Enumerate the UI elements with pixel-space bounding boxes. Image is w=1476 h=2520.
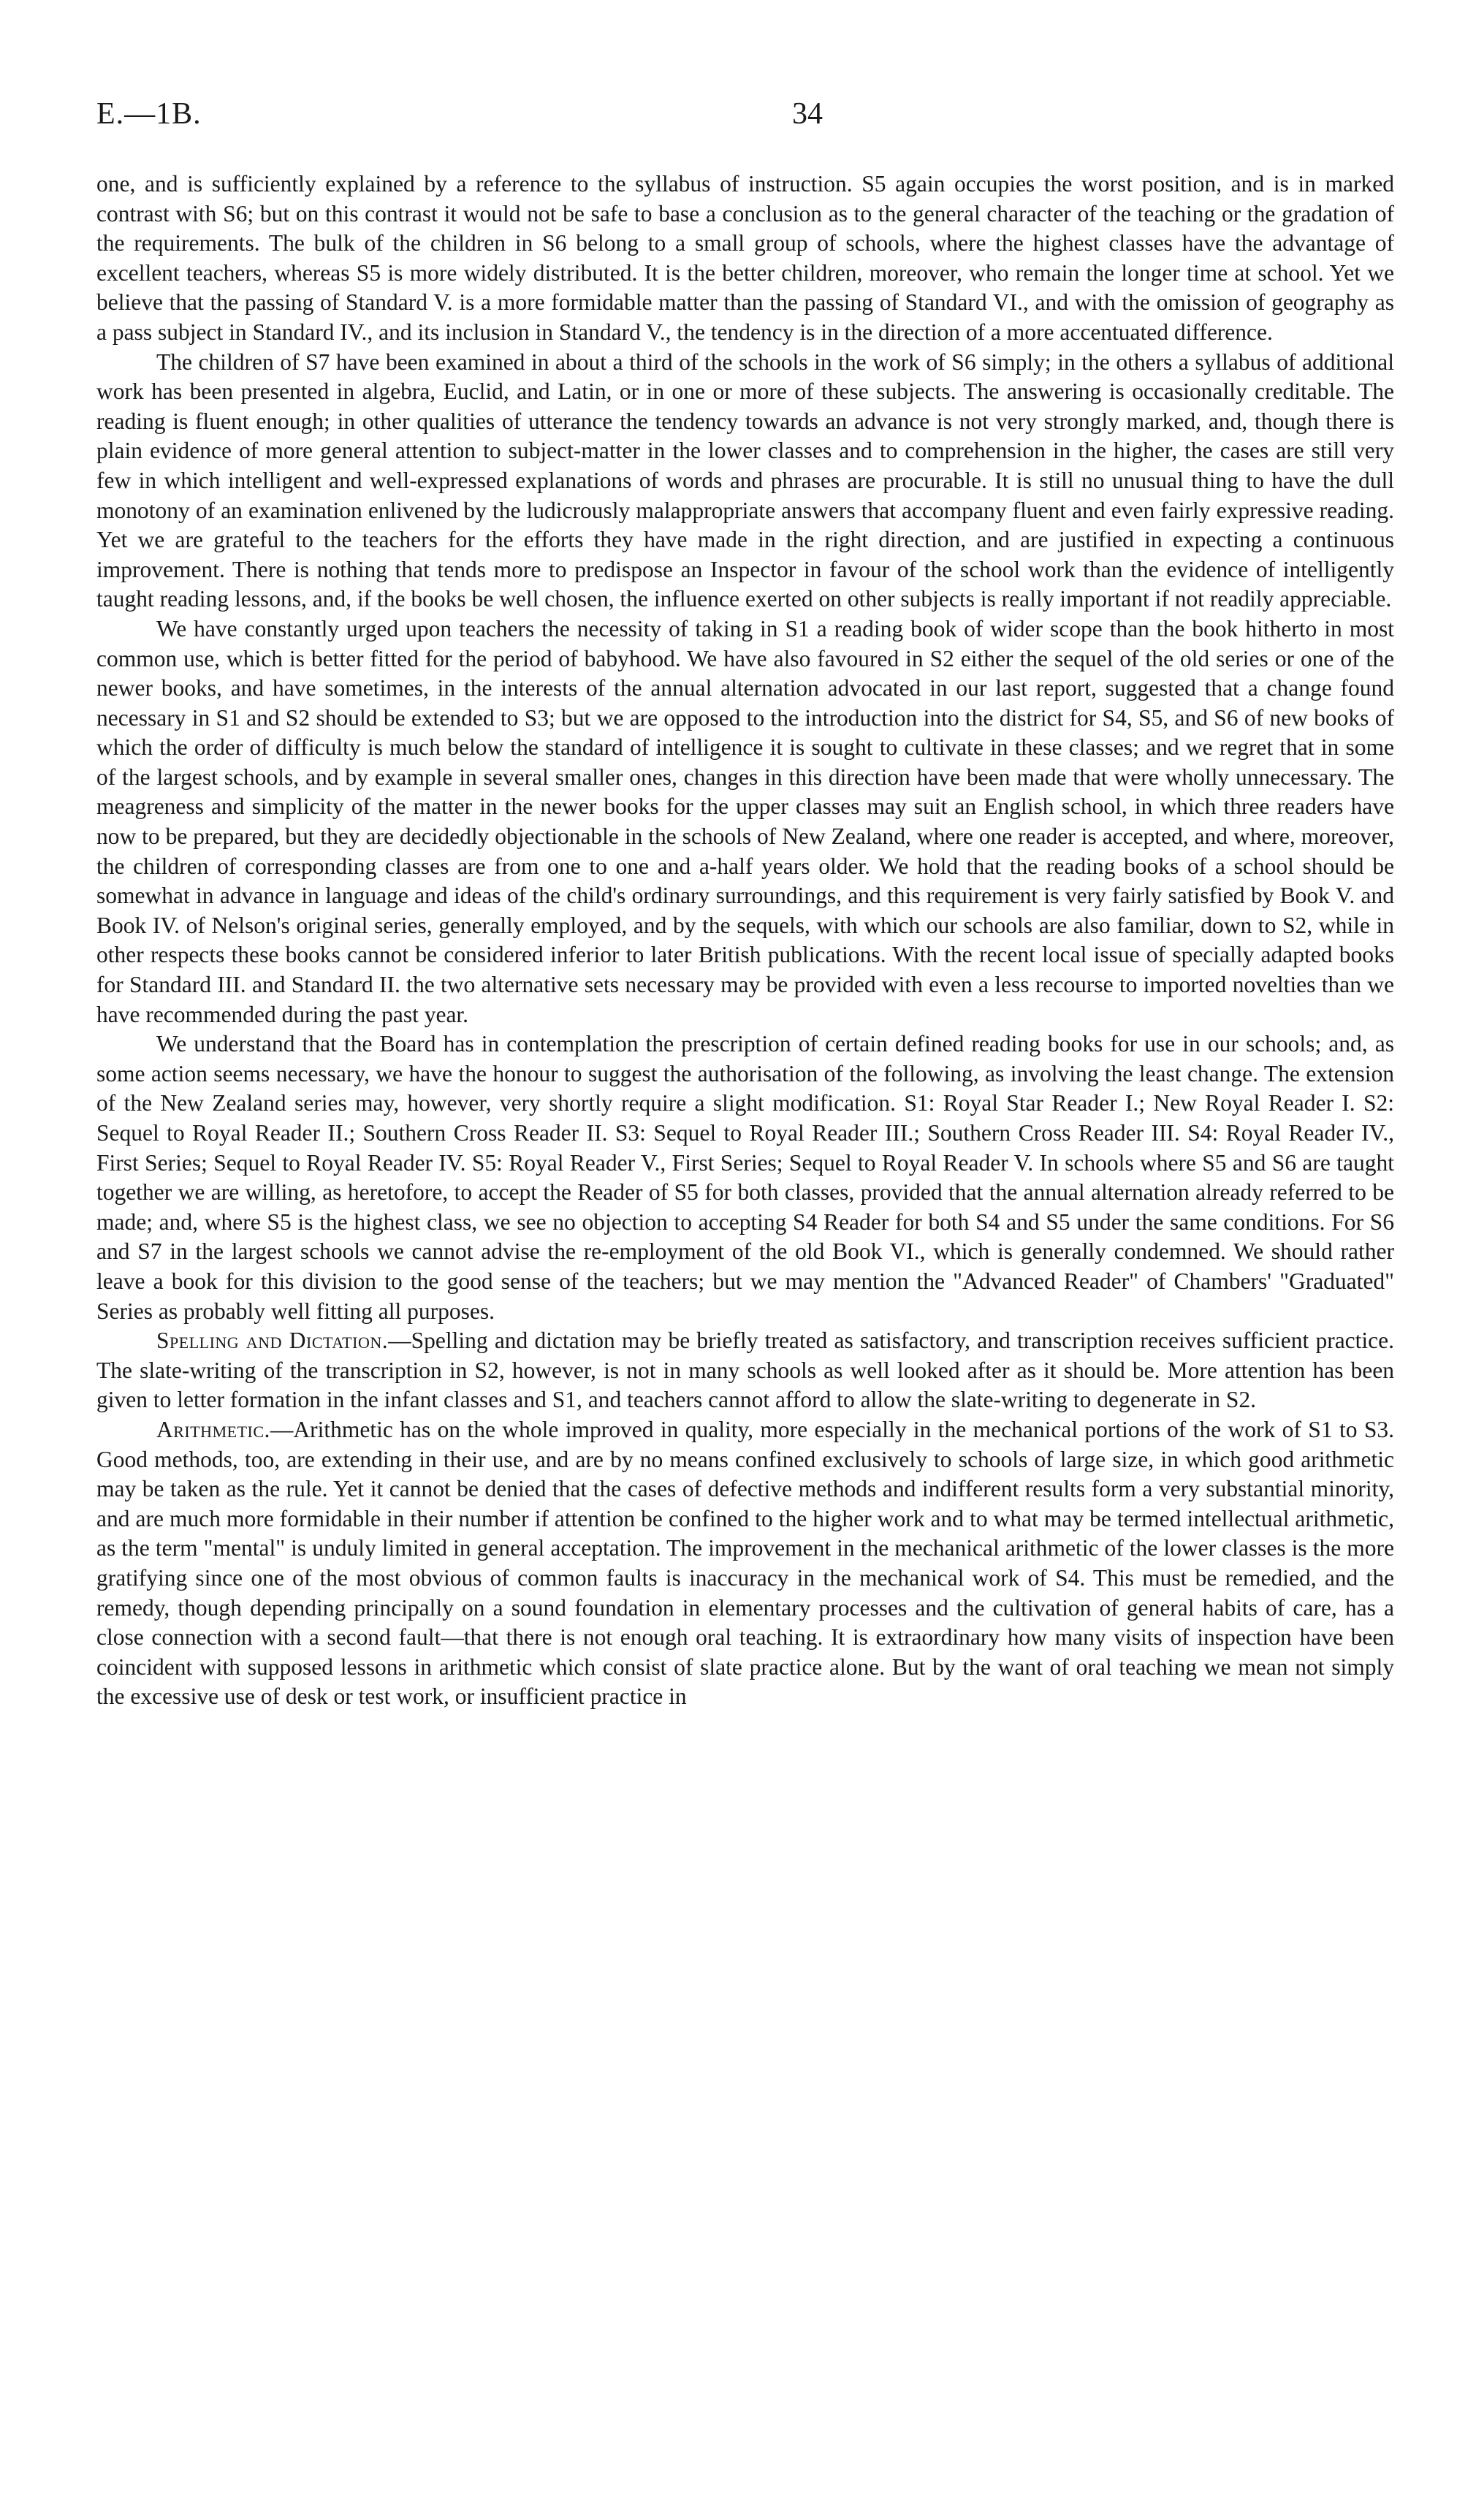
paragraph-spelling-dictation: Spelling and Dictation.—Spelling and dictation may be briefly treated as satisfactory, and transcription receives sufficient practice. The slate-writing of the transcription in S2, however, is not in many schools as well looked after as it should be. More attention has been given to letter formation in the infant classes and S1, and teachers cannot afford to allow the slate-writing to degenerate in S2. xyxy=(96,1328,1394,1413)
page-header xyxy=(96,96,1394,140)
report-body xyxy=(96,170,1394,1712)
paragraph-arithmetic: Arithmetic.—Arithmetic has on the whole improved in quality, more especially in the mechanical portions of the work of S1 to S3. Good methods, too, are extending in their use, and are by no means confined exclusively to schools of large size, in which good arithmetic may be taken as the rule. Yet it cannot be denied that the cases of defective methods and indifferent results form a very substantial minority, and are much more formidable in their number if attention be confined to the higher work and to what may be termed intellectual arithmetic, as the term "mental" is unduly limited in general acceptation. The improvement in the mechanical arithmetic of the lower classes is the more gratifying since one of the most obvious of common faults is inaccuracy in the mechanical work of S4. This must be remedied, and the remedy, though depending principally on a sound foundation in elementary processes and the cultivation of general habits of care, has a close connection with a second fault—that there is not enough oral teaching. It is extraordinary how many visits of inspection have been coincident with supposed lessons in arithmetic which consist of slate practice alone. But by the want of oral teaching we mean not simply the excessive use of desk or test work, or insufficient practice in xyxy=(96,1416,1394,1710)
page-number: 34 xyxy=(792,97,823,131)
paragraph-reading-books: We have constantly urged upon teachers the necessity of taking in S1 a reading book of wider scope than the book hitherto in most common use, which is better fitted for the period of babyhood. We have also favoured in S2 either the sequel of the old series or one of the newer books, and have sometimes, in the interests of the annual alternation advocated in our last report, suggested that a change found necessary in S1 and S2 should be extended to S3; but we are opposed to the introduction into the district for S4, S5, and S6 of new books of which the order of difficulty is much below the standard of intelligence it is sought to cultivate in these classes; and we regret that in some of the largest schools, and by example in several smaller ones, changes in this direction have been made that were wholly unnecessary. The meagreness and simplicity of the matter in the newer books for the upper classes may suit an English school, in which three readers have now to be prepared, but they are decidedly objectionable in the schools of New Zealand, where one reader is accepted, and where, moreover, the children of corresponding classes are from one to one and a-half years older. We hold that the reading books of a school should be somewhat in advance in language and ideas of the child's ordinary surroundings, and this requirement is very fairly satisfied by Book V. and Book IV. of Nelson's original series, generally employed, and by the sequels, with which our schools are also familiar, down to S2, while in other respects these books cannot be considered inferior to later British publications. With the recent local issue of specially adapted books for Standard III. and Standard II. the two alternative sets necessary may be provided with even a less recourse to imported novelties than we have recommended during the past year. xyxy=(96,615,1394,1027)
document-reference: E.—1B. xyxy=(96,97,202,131)
paragraph-prescribed-readers: We understand that the Board has in contemplation the prescription of certain defined reading books for use in our schools; and, as some action seems necessary, we have the honour to suggest the authorisation of the following, as involving the least change. The extension of the New Zealand series may, however, very shortly require a slight modification. S1: Royal Star Reader I.; New Royal Reader I. S2: Sequel to Royal Reader II.; Southern Cross Reader II. S3: Sequel to Royal Reader III.; Southern Cross Reader III. S4: Royal Reader IV., First Series; Sequel to Royal Reader IV. S5: Royal Reader V., First Series; Sequel to Royal Reader V. In schools where S5 and S6 are taught together we are willing, as heretofore, to accept the Reader of S5 for both classes, provided that the annual alternation already referred to be made; and, where S5 is the highest class, we see no objection to accepting S4 Reader for both S4 and S5 under the same conditions. For S6 and S7 in the largest schools we cannot advise the re-employment of the old Book VI., which is generally condemned. We should rather leave a book for this division to the good sense of the teachers; but we may mention the "Advanced Reader" of Chambers' "Graduated" Series as probably well fitting all purposes. xyxy=(96,1031,1394,1324)
section-heading-spelling: Spelling and Dictation. xyxy=(156,1328,389,1354)
paragraph-s5-s6-comparison: one, and is sufficiently explained by a reference to the syllabus of instruction. S5 again occupies the worst position, and is in marked contrast with S6; but on this contrast it would not be safe to base a conclusion as to the general character of the teaching or the gradation of the requirements. The bulk of the children in S6 belong to a small group of schools, where the highest classes have the advantage of excellent teachers, whereas S5 is more widely distributed. It is the better children, moreover, who remain the longer time at school. Yet we believe that the passing of Standard V. is a more formidable matter than the passing of Standard VI., and with the omission of geography as a pass subject in Standard IV., and its inclusion in Standard V., the tendency is in the direction of a more accentuated difference. xyxy=(96,171,1394,345)
section-heading-arithmetic: Arithmetic. xyxy=(156,1416,270,1442)
paragraph-s7-reading: The children of S7 have been examined in about a third of the schools in the work of S6 simply; in the others a syllabus of additional work has been presented in algebra, Euclid, and Latin, or in one or more of these subjects. The answering is occasionally creditable. The reading is fluent enough; in other qualities of utterance the tendency towards an advance is not very strongly marked, and, though there is plain evidence of more general attention to subject-matter in the lower classes and to comprehension in the higher, the cases are still very few in which intelligent and well-expressed explanations of words and phrases are procurable. It is still no unusual thing to have the dull monotony of an examination enlivened by the ludicrously malappropriate answers that accompany fluent and even fairly expressive reading. Yet we are grateful to the teachers for the efforts they have made in the right direction, and are justified in expecting a continuous improvement. There is nothing that tends more to predispose an Inspector in favour of the school work than the evidence of intelligently taught reading lessons, and, if the books be well chosen, the influence exerted on other subjects is really important if not readily appreciable. xyxy=(96,349,1394,612)
